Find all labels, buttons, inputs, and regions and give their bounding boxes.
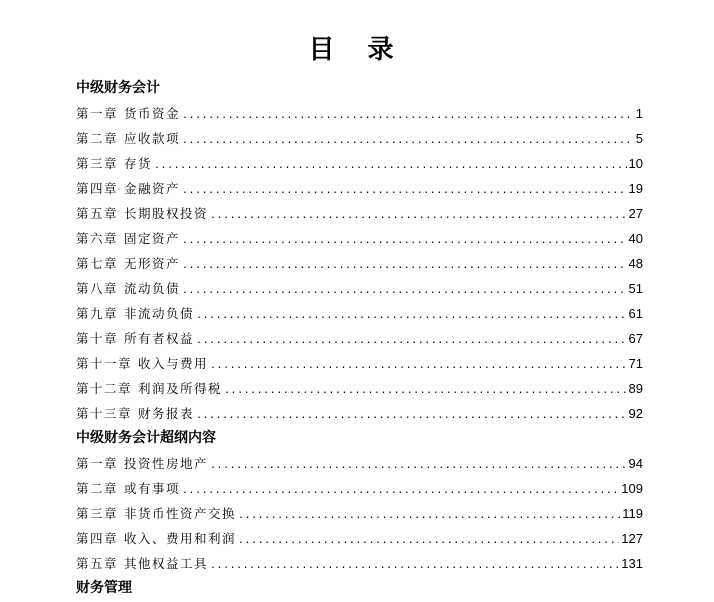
dot-leader xyxy=(210,353,627,378)
page-number: 61 xyxy=(628,306,643,321)
chapter-title: 存货 xyxy=(124,156,153,171)
chapter-number: 第十章 xyxy=(76,331,119,346)
chapter-title: 所有者权益 xyxy=(124,331,195,346)
dot-leader xyxy=(238,528,619,553)
chapter-number: 第十三章 xyxy=(76,406,133,421)
dot-leader xyxy=(182,278,627,303)
dot-leader xyxy=(238,503,620,528)
page-title: 目 录 xyxy=(308,35,406,65)
chapter-title: 收入、费用和利润 xyxy=(124,531,237,546)
chapter-title: 固定资产 xyxy=(124,231,181,246)
chapter-title: 利润及所得税 xyxy=(138,381,223,396)
dot-leader xyxy=(210,453,627,478)
dot-leader xyxy=(196,328,627,353)
chapter-number: 第四章 xyxy=(76,181,119,196)
dot-leader xyxy=(182,128,634,153)
page-number: 71 xyxy=(628,356,643,371)
dot-leader xyxy=(182,228,627,253)
toc-entry[interactable] xyxy=(76,526,643,551)
page-number: 119 xyxy=(622,506,643,521)
page-number: 10 xyxy=(628,156,643,171)
chapter-number: 第三章 xyxy=(76,156,119,171)
dot-leader xyxy=(182,103,634,128)
chapter-title: 无形资产 xyxy=(124,256,181,271)
chapter-title: 金融资产 xyxy=(124,181,181,196)
toc-entry[interactable] xyxy=(76,301,643,326)
chapter-number: 第十一章 xyxy=(76,356,133,371)
page-number: 1 xyxy=(635,106,643,121)
toc-entry[interactable] xyxy=(76,501,643,526)
chapter-title: 应收款项 xyxy=(124,131,181,146)
chapter-number: 第一章 xyxy=(76,106,119,121)
toc-entry[interactable] xyxy=(76,451,643,476)
toc-entry[interactable] xyxy=(76,376,643,401)
chapter-title: 流动负债 xyxy=(124,281,181,296)
chapter-title: 或有事项 xyxy=(124,481,181,496)
chapter-number: 第一章 xyxy=(76,456,119,471)
chapter-number: 第五章 xyxy=(76,206,119,221)
page-number: 40 xyxy=(628,231,643,246)
chapter-title: 投资性房地产 xyxy=(124,456,209,471)
section-heading: 中级财务会计 xyxy=(76,80,160,96)
chapter-number: 第九章 xyxy=(76,306,119,321)
chapter-title: 长期股权投资 xyxy=(124,206,209,221)
toc-entry[interactable] xyxy=(76,351,643,376)
page-number: 94 xyxy=(628,456,643,471)
dot-leader xyxy=(196,403,627,428)
page-number: 89 xyxy=(628,381,643,396)
page-number: 5 xyxy=(635,131,643,146)
dot-leader xyxy=(210,553,619,578)
page-number: 92 xyxy=(628,406,643,421)
dot-leader xyxy=(210,203,627,228)
chapter-title: 非流动负债 xyxy=(124,306,195,321)
page-number: 109 xyxy=(621,481,643,496)
chapter-number: 第六章 xyxy=(76,231,119,246)
chapter-number: 第七章 xyxy=(76,256,119,271)
toc-entry[interactable] xyxy=(76,201,643,226)
dot-leader xyxy=(154,153,627,178)
chapter-number: 第二章 xyxy=(76,481,119,496)
chapter-number: 第十二章 xyxy=(76,381,133,396)
toc-entry[interactable] xyxy=(76,401,643,426)
toc-entry[interactable] xyxy=(76,226,643,251)
toc-entry[interactable] xyxy=(76,101,643,126)
dot-leader xyxy=(182,178,627,203)
page-number: 48 xyxy=(628,256,643,271)
chapter-number: 第四章 xyxy=(76,531,119,546)
toc-entry[interactable] xyxy=(76,276,643,301)
page-number: 51 xyxy=(628,281,643,296)
chapter-title: 货币资金 xyxy=(124,106,181,121)
toc-entry[interactable] xyxy=(76,126,643,151)
chapter-title: 收入与费用 xyxy=(138,356,209,371)
toc-entry[interactable] xyxy=(76,326,643,351)
page-number: 131 xyxy=(621,556,643,571)
dot-leader xyxy=(182,478,619,503)
page-number: 127 xyxy=(621,531,643,546)
chapter-title: 其他权益工具 xyxy=(124,556,209,571)
chapter-title: 非货币性资产交换 xyxy=(124,506,237,521)
chapter-number: 第三章 xyxy=(76,506,119,521)
table-of-contents xyxy=(76,76,643,601)
toc-entry[interactable] xyxy=(76,176,643,201)
dot-leader xyxy=(182,253,627,278)
toc-entry[interactable] xyxy=(76,251,643,276)
chapter-title: 财务报表 xyxy=(138,406,195,421)
dot-leader xyxy=(196,303,627,328)
toc-entry[interactable] xyxy=(76,551,643,576)
chapter-number: 第五章 xyxy=(76,556,119,571)
toc-entry[interactable] xyxy=(76,151,643,176)
chapter-number: 第八章 xyxy=(76,281,119,296)
section-heading: 财务管理 xyxy=(76,580,132,596)
toc-entry[interactable] xyxy=(76,476,643,501)
page-number: 67 xyxy=(628,331,643,346)
section-heading: 中级财务会计超纲内容 xyxy=(76,430,216,446)
page-number: 27 xyxy=(628,206,643,221)
page-number: 19 xyxy=(628,181,643,196)
chapter-number: 第二章 xyxy=(76,131,119,146)
dot-leader xyxy=(224,378,627,403)
